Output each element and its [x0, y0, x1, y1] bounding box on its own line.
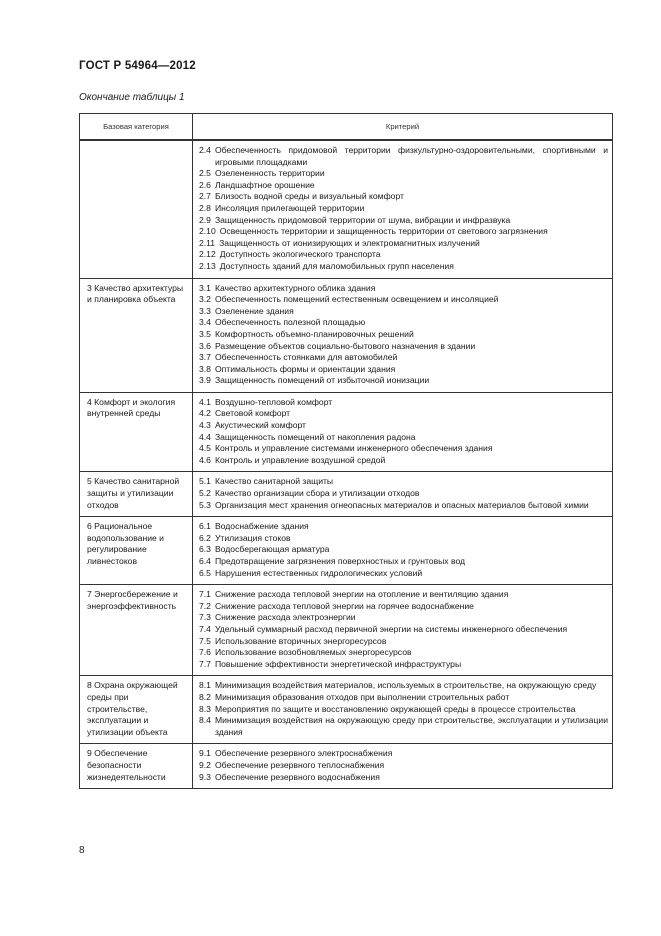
criterion-number: 4.5 [199, 443, 211, 454]
criterion-number: 6.4 [199, 556, 211, 566]
criterion-item [199, 283, 608, 295]
criterion-text: Качество архитектурного облика здания [214, 282, 376, 293]
criterion-number: 2.8 [199, 202, 211, 213]
table-row [80, 140, 613, 278]
criterion-item [199, 488, 608, 500]
criterion-text: Обеспечение резервного теплоснабжения [214, 759, 385, 770]
criterion-item [199, 760, 608, 772]
criterion-item [199, 589, 608, 601]
document-id: ГОСТ Р 54964—2012 [79, 60, 196, 72]
column-header-criterion: Критерий [193, 114, 613, 141]
table-header-row [80, 114, 613, 141]
criterion-item [199, 249, 608, 261]
category-cell: 4 Комфорт и экология внутренней среды [80, 392, 193, 472]
criterion-number: 2.11 [199, 237, 216, 248]
category-cell [80, 140, 193, 278]
criterion-number: 8.1 [199, 680, 211, 691]
criterion-item [199, 238, 608, 250]
criterion-item [199, 680, 608, 692]
criterion-text: Минимизация воздействия материалов, используемых в строительстве, на окружающую среду [214, 680, 597, 691]
criterion-text: Защищенность помещений от накопления радона [214, 431, 416, 442]
criterion-number: 3.7 [199, 352, 211, 363]
criterion-number: 8.2 [199, 691, 211, 702]
criterion-item [199, 556, 608, 568]
criterion-item [199, 476, 608, 488]
criterion-item [199, 748, 608, 760]
criterion-item [199, 341, 608, 353]
page-number: 8 [79, 845, 85, 856]
criterion-item [199, 329, 608, 341]
table-row [80, 278, 613, 392]
criterion-text: Снижение расхода тепловой энергии на отопление и вентиляцию здания [214, 589, 509, 600]
criterion-item [199, 659, 608, 671]
criterion-item [199, 636, 608, 648]
criterion-item [199, 692, 608, 704]
table-row [80, 472, 613, 517]
criterion-item [199, 364, 608, 376]
criteria-cell [193, 392, 613, 472]
table-caption: Окончание таблицы 1 [79, 92, 185, 103]
criteria-table [79, 113, 613, 789]
criterion-number: 3.5 [199, 328, 211, 339]
criterion-text: Минимизация образования отходов при выполнении строительных работ [214, 691, 510, 702]
criterion-item [199, 306, 608, 318]
criterion-text: Воздушно-тепловой комфорт [214, 396, 333, 407]
criterion-number: 6.3 [199, 544, 211, 555]
criterion-text: Минимизация воздействия на окружающую среду при строительстве, эксплуатации и утилизации здания [214, 715, 608, 737]
criterion-text: Обеспеченность стоянками для автомобилей [214, 352, 398, 363]
criterion-text: Инсоляция прилегающей территории [214, 202, 365, 213]
criteria-cell [193, 140, 613, 278]
criterion-item [199, 624, 608, 636]
criterion-text: Обеспеченность полезной площадью [214, 317, 366, 328]
criterion-number: 3.6 [199, 340, 211, 351]
criterion-number: 7.3 [199, 612, 211, 623]
criterion-text: Освещенность территории и защищенность территории от светового загрязнения [219, 226, 548, 237]
criterion-number: 9.1 [199, 748, 211, 759]
criterion-text: Обеспеченность придомовой территории физкультурно-оздоровительными, спортивными и игровыми площадками [214, 145, 608, 167]
criterion-item [199, 203, 608, 215]
criterion-number: 3.2 [199, 294, 211, 305]
criterion-item [199, 455, 608, 467]
criterion-number: 8.3 [199, 703, 211, 714]
criterion-text: Утилизация стоков [214, 532, 291, 543]
criterion-item [199, 168, 608, 180]
criterion-item [199, 352, 608, 364]
criterion-item [199, 500, 608, 512]
criterion-item [199, 191, 608, 203]
criterion-text: Доступность экологического транспорта [219, 249, 381, 260]
criterion-text: Предотвращение загрязнения поверхностных и грунтовых вод [214, 556, 466, 566]
criteria-cell [193, 472, 613, 517]
criteria-cell [193, 676, 613, 744]
criterion-number: 2.12 [199, 249, 216, 260]
criterion-number: 5.3 [199, 499, 211, 510]
criterion-text: Обеспечение резервного электроснабжения [214, 748, 393, 759]
criterion-text: Качество организации сбора и утилизации отходов [214, 488, 420, 499]
criteria-cell [193, 278, 613, 392]
criterion-text: Снижение расхода электроэнергии [214, 612, 356, 623]
category-cell: 6 Рациональное водопользование и регулирование ливнестоков [80, 517, 193, 585]
criterion-text: Нарушения естественных гидрологических условий [214, 567, 423, 578]
criterion-item [199, 568, 608, 580]
criterion-item [199, 317, 608, 329]
category-cell: 8 Охрана окружающей среды при строительстве, эксплуатации и утилизации объекта [80, 676, 193, 744]
criterion-number: 3.4 [199, 317, 211, 328]
criterion-item [199, 432, 608, 444]
criterion-number: 2.5 [199, 168, 211, 179]
criterion-number: 7.4 [199, 623, 211, 634]
criterion-item [199, 533, 608, 545]
criterion-number: 7.2 [199, 600, 211, 611]
criterion-item [199, 145, 608, 168]
table-row [80, 517, 613, 585]
criterion-number: 4.3 [199, 420, 211, 431]
table-row [80, 392, 613, 472]
criterion-item [199, 612, 608, 624]
criterion-number: 4.2 [199, 408, 211, 419]
criterion-item [199, 408, 608, 420]
criterion-number: 7.7 [199, 658, 211, 669]
criteria-cell [193, 517, 613, 585]
criterion-item [199, 772, 608, 784]
criterion-text: Размещение объектов социально-бытового назначения в здании [214, 340, 476, 351]
category-cell: 9 Обеспечение безопасности жизнедеятельности [80, 744, 193, 789]
table-row [80, 744, 613, 789]
criterion-number: 9.3 [199, 771, 211, 782]
criterion-number: 4.6 [199, 454, 211, 465]
criterion-number: 7.5 [199, 635, 211, 646]
table-row [80, 585, 613, 676]
criterion-text: Использование возобновляемых энергоресурсов [214, 647, 412, 658]
criterion-number: 7.6 [199, 647, 211, 658]
criterion-text: Повышение эффективности энергетической инфраструктуры [214, 658, 462, 669]
criterion-text: Близость водной среды и визуальный комфорт [214, 191, 404, 202]
criterion-text: Озеленение здания [214, 305, 294, 316]
criterion-text: Световой комфорт [214, 408, 291, 419]
criterion-text: Контроль и управление воздушной средой [214, 454, 386, 465]
criterion-text: Защищенность придомовой территории от шума, вибрации и инфразвука [214, 214, 511, 225]
criterion-number: 4.4 [199, 431, 211, 442]
criterion-text: Водосберегающая арматура [214, 544, 330, 555]
criteria-cell [193, 585, 613, 676]
category-cell: 7 Энергосбережение и энергоэффективность [80, 585, 193, 676]
criterion-item [199, 521, 608, 533]
criterion-text: Обеспечение резервного водоснабжения [214, 771, 380, 782]
criterion-number: 3.8 [199, 363, 211, 374]
criterion-number: 3.1 [199, 282, 211, 293]
criterion-text: Оптимальность формы и ориентации здания [214, 363, 396, 374]
criterion-text: Снижение расхода тепловой энергии на горячее водоснабжение [214, 600, 474, 611]
criterion-item [199, 261, 608, 273]
criterion-text: Защищенность от ионизирующих и электромагнитных излучений [219, 237, 480, 248]
criterion-number: 2.13 [199, 260, 216, 271]
criterion-number: 8.4 [199, 715, 211, 726]
criterion-item [199, 715, 608, 738]
criterion-text: Водоснабжение здания [214, 521, 309, 532]
criterion-number: 6.2 [199, 532, 211, 543]
criterion-text: Ландшафтное орошение [214, 179, 315, 190]
criterion-text: Обеспеченность помещений естественным освещением и инсоляцией [214, 294, 499, 305]
criterion-number: 2.7 [199, 191, 211, 202]
criterion-text: Акустический комфорт [214, 420, 306, 431]
criterion-number: 2.9 [199, 214, 211, 225]
criterion-text: Защищенность помещений от избыточной ионизации [214, 375, 430, 386]
column-header-category: Базовая категория [80, 114, 193, 141]
criterion-item [199, 647, 608, 659]
criterion-number: 2.6 [199, 179, 211, 190]
criterion-item [199, 180, 608, 192]
criterion-number: 4.1 [199, 396, 211, 407]
criterion-number: 2.4 [199, 145, 211, 155]
category-cell: 3 Качество архитектуры и планировка объекта [80, 278, 193, 392]
criterion-text: Доступность зданий для маломобильных групп населения [219, 260, 454, 271]
criterion-text: Озелененность территории [214, 168, 325, 179]
criterion-number: 2.10 [199, 226, 216, 237]
criterion-item [199, 443, 608, 455]
criterion-item [199, 226, 608, 238]
criterion-item [199, 544, 608, 556]
criterion-number: 7.1 [199, 589, 211, 600]
criterion-text: Организация мест хранения огнеопасных материалов и опасных материалов бытовой химии [214, 499, 589, 510]
criterion-number: 6.1 [199, 521, 211, 532]
criterion-item [199, 601, 608, 613]
criterion-item [199, 420, 608, 432]
criteria-cell [193, 744, 613, 789]
criterion-number: 3.9 [199, 375, 211, 386]
criterion-number: 5.2 [199, 488, 211, 499]
criterion-text: Качество санитарной защиты [214, 476, 334, 487]
criterion-text: Использование вторичных энергоресурсов [214, 635, 387, 646]
criterion-item [199, 215, 608, 227]
category-cell: 5 Качество санитарной защиты и утилизации отходов [80, 472, 193, 517]
criterion-number: 3.3 [199, 305, 211, 316]
criterion-number: 6.5 [199, 567, 211, 578]
criterion-item [199, 294, 608, 306]
table-body [80, 140, 613, 789]
criterion-number: 9.2 [199, 759, 211, 770]
criterion-text: Контроль и управление системами инженерного обеспечения здания [214, 443, 493, 454]
criterion-item [199, 704, 608, 716]
table-row [80, 676, 613, 744]
criterion-text: Удельный суммарный расход первичной энергии на системы инженерного обеспечения [214, 623, 568, 634]
criterion-text: Мероприятия по защите и восстановлению окружающей среды в процессе строительства [214, 703, 576, 714]
criterion-text: Комфортность объемно-планировочных решений [214, 328, 414, 339]
criterion-number: 5.1 [199, 476, 211, 487]
criterion-item [199, 397, 608, 409]
criterion-item [199, 375, 608, 387]
